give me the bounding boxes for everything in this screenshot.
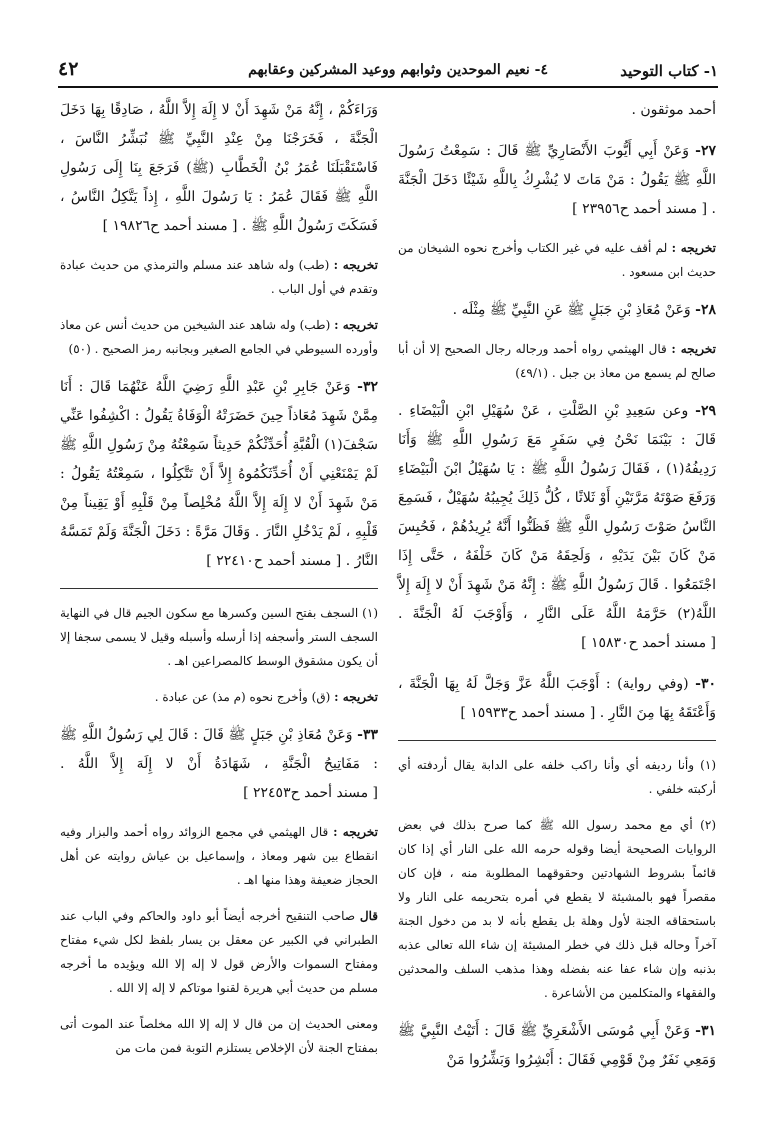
takhrij-text: قال الهيثمي في مجمع الزوائد رواه أحمد والبزار وفيه انقطاع بين شهر ومعاذ ، وإسماعيل بن عياش روايته عن أهل الحجاز ضعيفة وهذا منها اهـ . [60, 825, 378, 887]
hadith-number: ٢٨- [695, 302, 716, 318]
hadith-text: وعن سَعِيدِ بْنِ الصَّلْتِ ، عَنْ سُهَيْلِ ابْنِ الْبَيْضَاءِ . قَالَ : بَيْنَمَا نَحْنُ فِي سَفَرٍ مَعَ رَسُولِ اللَّهِ ﷺ وَأَنَا رَدِيفُهُ(١) ، فَقَالَ رَسُولُ اللَّهِ ﷺ : يَا سُهَيْلُ ابْنَ الْبَيْضَاءِ وَرَفَعَ صَوْتَهُ مَرَّتَيْنِ أَوْ ثَلاثًا ، كُلُّ ذَلِكَ يُجِيبُهُ سُهَيْلٌ ، فَسَمِعَ النَّاسُ صَوْتَ رَسُولِ اللَّهِ ﷺ فَظَنُّوا أَنَّهُ يُرِيدُهُمْ ، فَحُبِسَ مَنْ كَانَ بَيْنَ يَدَيْهِ ، وَلَحِقَهُ مَنْ كَانَ خَلْفَهُ ، حَتَّى إِذَا اجْتَمَعُوا . قَالَ رَسُولُ اللَّهِ ﷺ : إِنَّهُ مَنْ شَهِدَ أَنْ لا إِلَهَ إِلاَّ اللَّهُ(٢) حَرَّمَهُ اللَّهُ عَلَى النَّارِ ، وَأَوْجَبَ لَهُ الْجَنَّةَ . [398, 403, 716, 622]
takhrij-text: (طب) وله شاهد عند مسلم والترمذي من حديث عبادة وتقدم في أول الباب . [60, 258, 378, 296]
continuation-text: أحمد موثقون . [631, 102, 716, 118]
footnote-divider [60, 588, 378, 589]
takhrij-28 [398, 337, 716, 385]
hadith-number: ٣١- [695, 1023, 716, 1039]
chapter-title: ٤- نعيم الموحدين وثوابهم ووعيد المشركين وعقابهم [248, 62, 548, 78]
right-column [398, 96, 716, 1087]
hadith-source: [ مسند أحمد ح٢٢٤١٠ ] [206, 553, 342, 569]
takhrij-b [60, 313, 378, 361]
hadith-source: [ مسند أحمد ح١٥٨٣٠ ] [581, 635, 716, 651]
takhrij-a [60, 253, 378, 301]
hadith-text: وَعَنْ مُعَاذِ بْنِ جَبَلٍ ﷺ قَالَ : قَالَ لِي رَسُولُ اللَّهِ ﷺ : مَفَاتِيحُ الْجَنَّةِ ، شَهَادَةُ أَنْ لا إِلَهَ إِلاَّ اللَّهُ . [60, 727, 378, 772]
hadith-number: ٣٠- [695, 676, 716, 692]
takhrij-label: تخريجه : [671, 241, 716, 255]
takhrij-text: (طب) وله شاهد عند الشيخين من حديث أنس عن معاذ وأورده السيوطي في الجامع الصغير وبجانبه رمز الصحيح . (٥٠) [60, 318, 378, 356]
takhrij-text: قال الهيثمي رواه أحمد ورجاله رجال الصحيح إلا أن أبا صالح لم يسمع من معاذ بن جبل . (٤٩/١) [398, 342, 716, 380]
hadith-31 [398, 1017, 716, 1075]
hadith-number: ٣٢- [357, 379, 378, 395]
takhrij-c [60, 685, 378, 709]
page-header [58, 52, 718, 86]
page-number: ٤٢ [58, 58, 79, 80]
footnote-1: (١) وأنا رديفه أي وأنا راكب خلفه على الدابة يقال أردفته أي أركبته خلفي . [398, 758, 716, 796]
hadith-33 [60, 721, 378, 808]
hadith-28 [398, 296, 716, 325]
hadith-text: وَعَنْ أَبِي مُوسَى الأَشْعَرِيِّ ﷺ قَالَ : أَتَيْتُ النَّبِيَّ ﷺ وَمَعِي نَفَرٌ مِنْ قَوْمِي فَقَالَ : أَبْشِرُوا وَبَشِّرُوا مَنْ [398, 1023, 716, 1068]
takhrij-label: تخريجه : [671, 342, 716, 356]
hadith-31-continued [60, 96, 378, 241]
hadith-text: (وفي رواية) : أَوْجَبَ اللَّهُ عَزَّ وَجَلَّ لَهُ بِهَا الْجَنَّةَ ، وَأَعْتَقَهُ بِهَا مِنَ النَّارِ . [398, 676, 716, 721]
takhrij-d [60, 820, 378, 892]
hadith-text: وَعَنْ أَبِي أَيُّوبَ الأَنْصَارِيِّ ﷺ قَالَ : سَمِعْتُ رَسُولَ اللَّهِ ﷺ يَقُولُ : مَنْ مَاتَ لا يُشْرِكُ بِاللَّهِ شَيْئًا دَخَلَ الْجَنَّةَ . [398, 143, 716, 217]
hadith-number: ٢٩- [695, 403, 716, 419]
takhrij-label: تخريجه : [333, 825, 378, 839]
hadith-number: ٢٧- [695, 143, 716, 159]
hadith-source: [ مسند أحمد ح٢٣٩٥٦ ] [572, 201, 708, 217]
commentary-f: ومعنى الحديث إن من قال لا إله إلا الله مخلصاً عند الموت أتى بمفتاح الجنة لأن الإخلاص يستلزم التوبة فمن مات من [60, 1017, 378, 1055]
left-column [60, 96, 378, 1072]
hadith-source: [ مسند أحمد ح١٥٩٣٣ ] [460, 705, 596, 721]
hadith-32 [60, 373, 378, 576]
hadith-text: وَعَنْ جَابِرِ بْنِ عَبْدِ اللَّهِ رَضِيَ اللَّهُ عَنْهُمَا قَالَ : أَنَا مِمَّنْ شَهِدَ مُعَاذاً حِينَ حَضَرَتْهُ الْوَفَاةُ يَقُولُ : اكْشِفُوا عَنِّي سَجْفَ(١) الْقُبَّةِ أُحَدِّثْكُمْ حَدِيثاً سَمِعْتُهُ مِنْ رَسُولِ اللَّهِ ﷺ لَمْ يَمْنَعْنِي أَنْ أُحَدِّثَكُمُوهُ إِلاَّ أَنْ تَتَّكِلُوا ، سَمِعْتُهُ يَقُولُ : مَنْ شَهِدَ أَنْ لا إِلَهَ إِلاَّ اللَّهُ مُخْلِصاً مِنْ قَلْبِهِ أَوْ يَقِيناً مِنْ قَلْبِهِ ، لَمْ يَدْخُلِ النَّارَ . وَقَالَ مَرَّةً : دَخَلَ الْجَنَّةَ وَلَمْ تَمَسَّهُ النَّارُ . [60, 379, 378, 569]
header-rule [58, 86, 718, 88]
commentary-text: صاحب التنقيح أخرجه أيضاً أبو داود والحاكم وفي الباب عند الطبراني في الكبير عن معقل بن يسار بلفظ لكل شيء مفتاح ومفتاح السموات والأرض قول لا إله إلا الله ويؤيده ما أخرجه مسلم من حديث أبي هريرة لقنوا موتاكم لا إله إلا الله . [60, 909, 378, 995]
footnote-1: (١) السجف بفتح السين وكسرها مع سكون الجيم قال في النهاية السجف الستر وأسجفه إذا أرسله وأسبله وقيل لا يسمى سجفا إلا أن يكون مشقوق الوسط كالمصراعين اهـ . [60, 606, 378, 668]
hadith-number: ٣٣- [357, 727, 378, 743]
hadith-27 [398, 137, 716, 224]
takhrij-label: تخريجه : [333, 258, 378, 272]
commentary-label: قال [359, 909, 378, 923]
takhrij-text: (ق) وأخرج نحوه (م مذ) عن عبادة . [154, 690, 331, 704]
hadith-29 [398, 397, 716, 658]
takhrij-label: تخريجه : [334, 690, 378, 704]
footnote-divider [398, 740, 716, 741]
commentary-e [60, 904, 378, 1000]
hadith-source: [ مسند أحمد ح٢٢٤٥٣ ] [243, 785, 378, 801]
takhrij-27 [398, 236, 716, 284]
takhrij-label: تخريجه : [334, 318, 378, 332]
takhrij-text: لم أقف عليه في غير الكتاب وأخرج نحوه الشيخان من حديث ابن مسعود . [398, 241, 716, 279]
hadith-source: [ مسند أحمد ح١٩٨٢٦ ] [102, 218, 238, 234]
hadith-30 [398, 670, 716, 728]
hadith-text: وَرَاءَكُمْ ، إِنَّهُ مَنْ شَهِدَ أَنْ لا إِلَهَ إِلاَّ اللَّهُ ، صَادِقًا بِهَا دَخَلَ الْجَنَّةَ ، فَخَرَجْنَا مِنْ عِنْدِ النَّبِيِّ ﷺ نُبَشِّرُ النَّاسَ ، فَاسْتَقْبَلَنَا عُمَرُ بْنُ الْخَطَّابِ (ﷺ) فَرَجَعَ بِنَا إِلَى رَسُولِ اللَّهِ ﷺ فَقَالَ عُمَرُ : يَا رَسُولَ اللَّهِ ، إِذاً يَتَّكِلُ النَّاسُ ، فَسَكَتَ رَسُولُ اللَّهِ ﷺ . [60, 102, 378, 234]
footnote-2: (٢) أي مع محمد رسول الله ﷺ كما صرح بذلك في بعض الروايات الصحيحة أيضا وقوله حرمه الله على النار أي إذا كان قائماً بشروط الشهادتين وحقوقهما المطلوبة منه ، فإن كان مقصراً فهو بالمشيئة لا يقطع في أمره بتحريمه على النار ولا باستحقاقه الجنة لأول وهلة بل يقطع بأنه لا بد من دخول الجنة آخراً وحاله قبل ذلك في خطر المشيئة إن شاء الله تعالى عذبه بذنبه وإن شاء عفا عنه بفضله وهذا مذهب السلف والمحدثين والفقهاء والمتكلمين من الأشاعرة . [398, 818, 716, 1000]
hadith-text: وَعَنْ مُعَاذِ بْنِ جَبَلٍ ﷺ عَنِ النَّبِيِّ ﷺ مِثْلَه . [452, 302, 691, 318]
book-title: ١- كتاب التوحيد [620, 62, 718, 80]
